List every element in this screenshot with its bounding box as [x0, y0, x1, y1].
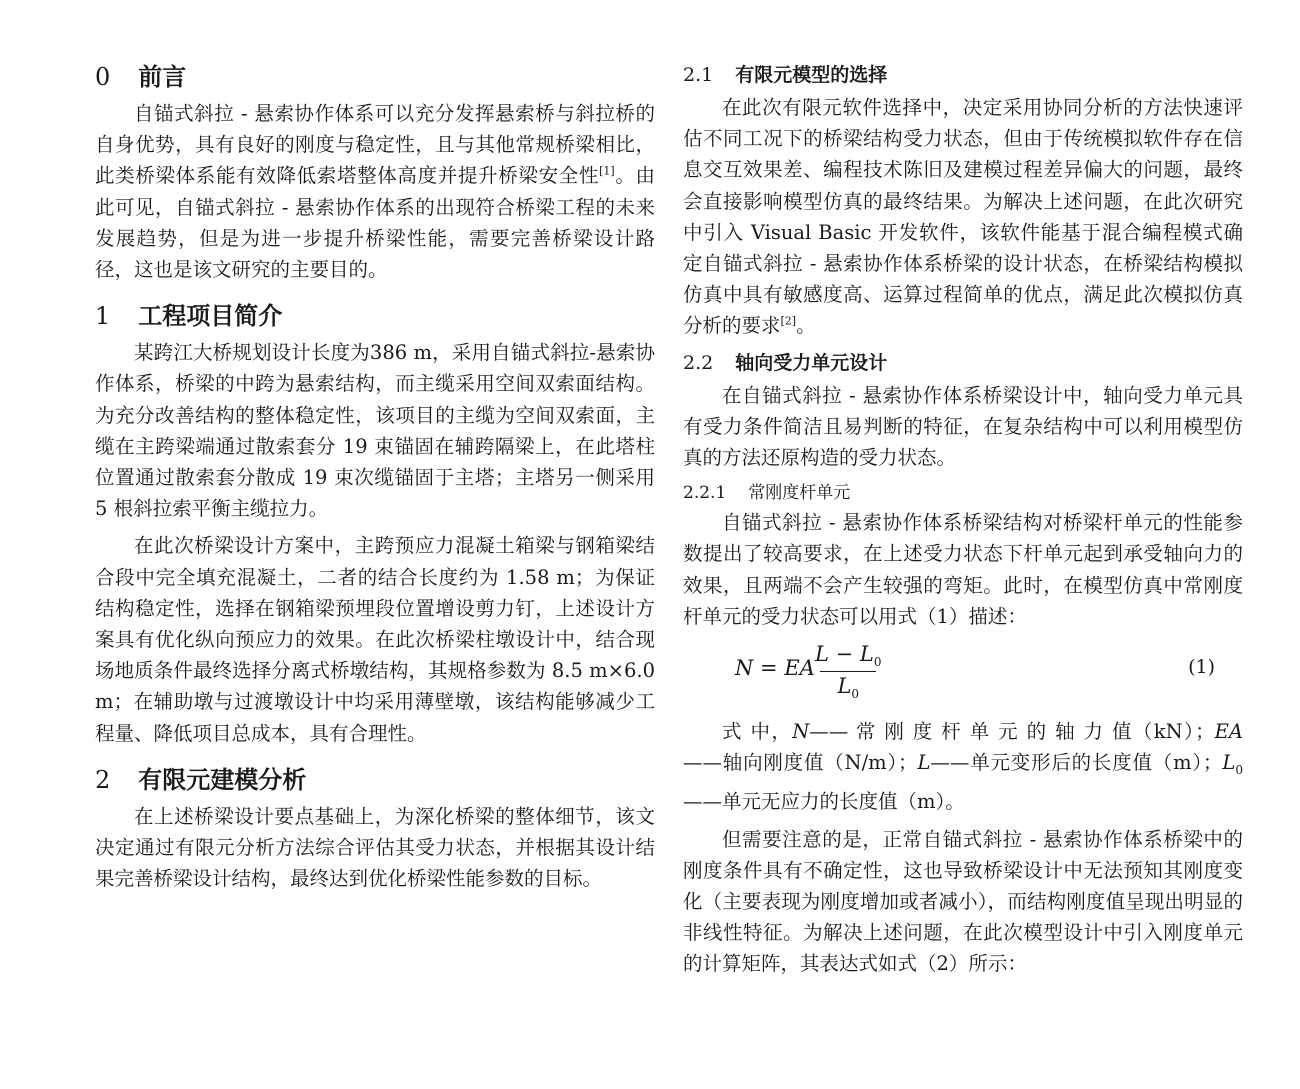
section-number: 1: [95, 302, 111, 331]
subsection-title: 有限元模型的选择: [735, 64, 888, 86]
variable-definitions: [683, 716, 1243, 818]
equation-fraction: [811, 642, 885, 701]
denominator-subscript: 0: [851, 687, 860, 702]
paragraph: [95, 98, 655, 285]
section-number: 2: [95, 765, 111, 794]
paragraph: 在上述桥梁设计要点基础上，为深化桥梁的整体细节，该文决定通过有限元分析方法综合评估其受力状态，并根据其设计结果完善桥梁设计结构，最终达到优化桥梁性能参数的目标。: [95, 804, 655, 891]
def-var: L: [1222, 751, 1236, 775]
section-title: 工程项目简介: [138, 301, 283, 331]
subsection-heading: [683, 348, 1243, 378]
citation-ref: [2]: [780, 314, 797, 328]
def-var: N: [792, 720, 810, 744]
def-text: 式 中，: [722, 720, 793, 744]
paragraph: 在自锚式斜拉 - 悬索协作体系桥梁设计中，轴向受力单元具有受力条件简洁且易判断的特征，在复杂结构中可以利用模型仿真的方法还原构造的受力状态。: [683, 383, 1243, 470]
paragraph-text: 。: [796, 314, 816, 338]
subsubsection-heading: [683, 479, 1243, 507]
numerator-subscript: 0: [873, 655, 882, 670]
section-heading: [95, 763, 655, 797]
fraction-bar: [820, 671, 876, 672]
equation-lhs: N = EA: [735, 656, 815, 681]
def-var: L: [917, 751, 931, 775]
section-title: 前言: [138, 62, 187, 91]
def-text: ——单元无应力的长度值（m）。: [683, 790, 965, 814]
denominator-text: L: [837, 674, 852, 699]
paragraph: 但需要注意的是，正常自锚式斜拉 - 悬索协作体系桥梁中的刚度条件具有不确定性，这也导致桥梁设计中无法预知其刚度变化（主要表现为刚度增加或者减小），而结构刚度值呈现出明显的非线性特征。为解决上述问题，在此次模型设计中引入刚度单元的计算矩阵，其表达式如式（2）所示：: [683, 827, 1243, 976]
paragraph-text: 。由此可见，自锚式斜拉 - 悬索协作体系的出现符合桥梁工程的未来发展趋势，但是为进一步提升桥梁性能，需要完善桥梁设计路径，这也是该文研究的主要目的。: [95, 164, 655, 282]
fraction-denominator: [837, 674, 859, 701]
subsection-heading: [683, 60, 1243, 90]
def-text: ——轴向刚度值（N/m）；: [683, 751, 918, 775]
section-heading: [95, 60, 655, 94]
section-heading: [95, 299, 655, 333]
numerator-text: L − L: [815, 642, 874, 667]
paragraph-text: 在此次有限元软件选择中，决定采用协同分析的方法快速评估不同工况下的桥梁结构受力状态，但由于传统模拟软件存在信息交互效果差、编程技术陈旧及建模过程差异偏大的问题，最终会直接影响模型仿真的最终结果。为解决上述问题，在此次研究中引入 Visual Basic 开发软件，该软件能基于混合编程模式确定自锚式斜拉 - 悬索协作体系桥梁的设计状态，在桥梁结构模拟仿真中具有敏感度高、运算过程简单的优点，满足此次模拟仿真分析的要求: [683, 96, 1243, 338]
section-title: 有限元建模分析: [138, 764, 307, 794]
paragraph-text: 自锚式斜拉 - 悬索协作体系可以充分发挥悬索桥与斜拉桥的自身优势，具有良好的刚度与稳定性，且与其他常规桥梁相比，此类桥梁体系能有效降低索塔整体高度并提升桥梁安全性: [95, 102, 655, 188]
def-text: —— 常 刚 度 杆 单 元 的 轴 力 值（kN）；: [809, 720, 1215, 744]
paragraph: 在此次桥梁设计方案中，主跨预应力混凝土箱梁与钢箱梁结合段中完全填充混凝土，二者的结合长度约为 1.58 m；为保证结构稳定性，选择在钢箱梁预埋段位置增设剪力钉，上述设计方案具有优化纵向预应力的效果。在此次桥梁柱墩设计中，结合现场地质条件最终选择分离式桥墩结构，其规格参数为 8.5 m×6.0 m；在辅助墩与过渡墩设计中均采用薄壁墩，该结构能够减少工程量、降低项目总成本，具有合理性。: [95, 534, 655, 745]
def-subscript: 0: [1235, 763, 1243, 778]
paragraph: 自锚式斜拉 - 悬索协作体系桥梁结构对桥梁杆单元的性能参数提出了较高要求，在上述受力状态下杆单元起到承受轴向力的效果，且两端不会产生较强的弯矩。此时，在模型仿真中常刚度杆单元的受力状态可以用式（1）描述：: [683, 511, 1243, 628]
def-var: EA: [1214, 720, 1243, 744]
paragraph: [683, 92, 1243, 342]
subsubsection-number: 2.2.1: [683, 483, 727, 504]
citation-ref: [1]: [599, 164, 615, 178]
right-column: [683, 60, 1243, 986]
equation-number: (1): [1188, 656, 1215, 679]
left-column: [95, 60, 655, 900]
equation: [683, 638, 1243, 708]
subsection-title: 轴向受力单元设计: [735, 351, 888, 374]
section-number: 0: [95, 63, 111, 91]
fraction-numerator: [811, 642, 885, 669]
subsection-number: 2.1: [683, 64, 714, 86]
def-text: ——单元变形后的长度值（m）；: [930, 751, 1223, 775]
paragraph: 某跨江大桥规划设计长度为386 m，采用自锚式斜拉-悬索协作体系，桥梁的中跨为悬索结构，而主缆采用空间双索面结构。为充分改善结构的整体稳定性，该项目的主缆为空间双索面，主缆在主跨梁端通过散索套分 19 束锚固在辅跨隔梁上，在此塔柱位置通过散索套分散成 19 束次缆锚固于主塔；主塔另一侧采用 5 根斜拉索平衡主缆拉力。: [95, 341, 655, 521]
subsubsection-title: 常刚度杆单元: [748, 483, 851, 504]
subsection-number: 2.2: [683, 351, 714, 374]
